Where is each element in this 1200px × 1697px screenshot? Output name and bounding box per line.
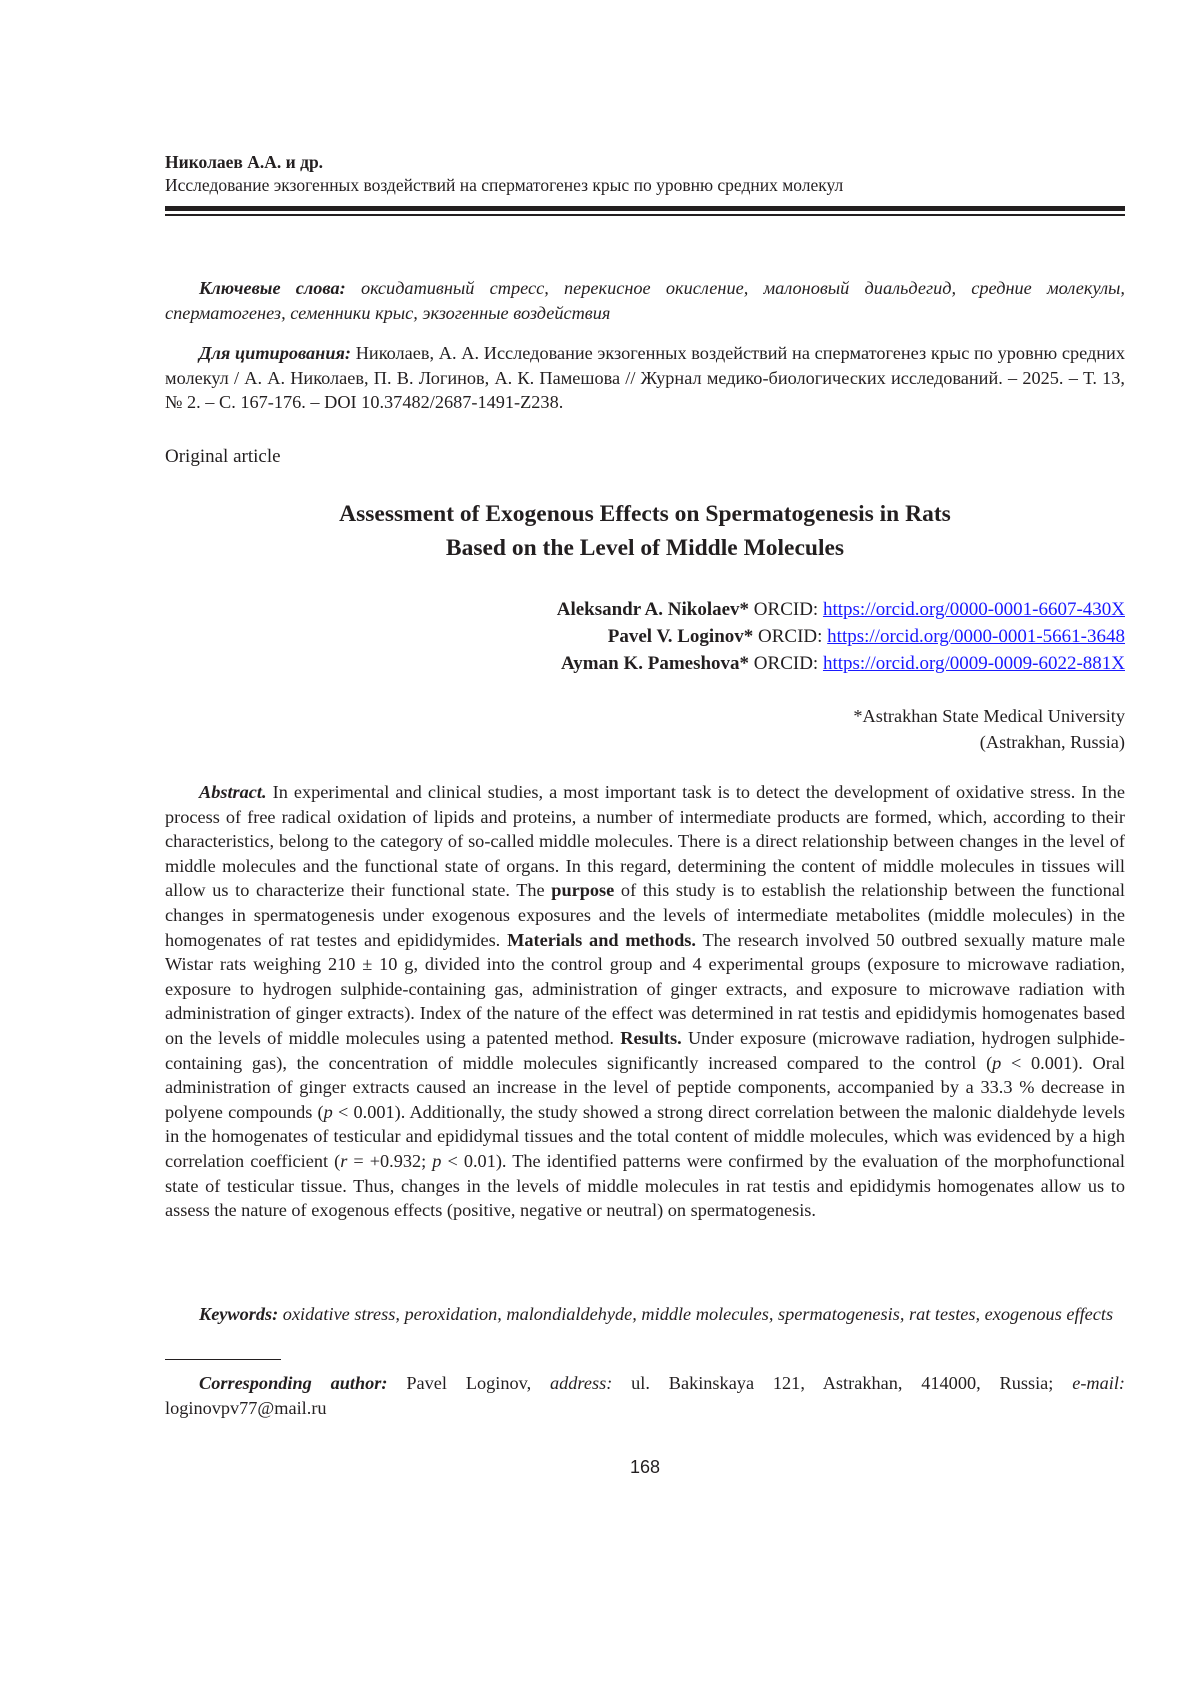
- affiliation-line-1: *Astrakhan State Medical University: [165, 703, 1125, 729]
- author-name: Pavel V. Loginov*: [608, 626, 754, 647]
- ru-citation: [165, 341, 1125, 415]
- article-title: [165, 497, 1125, 565]
- abstract-text: In experimental and clinical studies, a most important task is to detect the development of oxidative stress. In the process of free radical oxidation of lipids and proteins, a number of intermediate products are formed, which, according to their characteristics, belong to the category of so-called middle molecules. There is a direct relationship between changes in the level of middle molecules and the functional state of organs. In this regard, determining the content of middle molecules in tissues will allow us to characterize their functional state. The: [165, 782, 1125, 900]
- orcid-label: ORCID:: [758, 626, 822, 647]
- ru-keywords: [165, 276, 1125, 325]
- keywords-label: Keywords:: [199, 1304, 278, 1324]
- orcid-link[interactable]: https://orcid.org/0000-0001-5661-3648: [827, 626, 1125, 647]
- methods-label: Materials and methods.: [507, 930, 696, 950]
- affiliation-line-2: (Astrakhan, Russia): [165, 729, 1125, 755]
- abstract-text: < 0.001). Additionally, the study showed a strong direct correlation between the malonic dialdehyde levels in the homogenates of testicular and epididymal tissues and the total content of middle molecules, which was evidenced by a high correlation coefficient (: [165, 1102, 1125, 1171]
- title-line-2: Based on the Level of Middle Molecules: [165, 531, 1125, 565]
- abstract-text: of this study is to establish the relationship between the functional changes in spermatogenesis under exogenous exposures and the levels of intermediate metabolites (middle molecules) in the homogenates of rat testes and epididymides.: [165, 880, 1125, 949]
- affiliation: [165, 703, 1125, 755]
- orcid-link[interactable]: https://orcid.org/0009-0009-6022-881X: [823, 653, 1125, 674]
- document-page: [0, 0, 1200, 1697]
- header-rule-thick: [165, 206, 1125, 211]
- ru-citation-label: Для цитирования:: [199, 343, 351, 363]
- author-1: [165, 596, 1125, 623]
- abstract-text: Under exposure (microwave radiation, hydrogen sulphide-containing gas), the concentration of middle molecules significantly increased compared to the control (: [165, 1028, 1125, 1073]
- header-rule-thin: [165, 214, 1125, 216]
- ru-keywords-label: Ключевые слова:: [199, 278, 346, 298]
- address-label: address:: [550, 1373, 612, 1393]
- keywords-text: oxidative stress, peroxidation, malondialdehyde, middle molecules, spermatogenesis, rat testes, exogenous effects: [283, 1304, 1113, 1324]
- author-list: [165, 596, 1125, 677]
- ru-keywords-text: оксидативный стресс, перекисное окисление, малоновый диальдегид, средние молекулы, сперматогенез, семенники крыс, экзогенные воздействия: [165, 278, 1125, 323]
- corresponding-label: Corresponding author:: [199, 1373, 388, 1393]
- running-header-title: Исследование экзогенных воздействий на сперматогенез крыс по уровню средних молекул: [165, 175, 1125, 196]
- orcid-label: ORCID:: [754, 653, 818, 674]
- orcid-label: ORCID:: [754, 599, 818, 620]
- p-symbol: p: [992, 1053, 1001, 1073]
- abstract: [165, 780, 1125, 1223]
- abstract-text: < 0.001). Oral administration of ginger extracts caused an increase in the level of peptide components, accompanied by a 33.3 % decrease in polyene compounds (: [165, 1053, 1125, 1122]
- p-symbol: p: [432, 1151, 441, 1171]
- address-text: ul. Bakinskaya 121, Astrakhan, 414000, Russia;: [631, 1373, 1053, 1393]
- purpose-label: purpose: [551, 880, 614, 900]
- page-number: 168: [165, 1457, 1125, 1478]
- abstract-text: The research involved 50 outbred sexually mature male Wistar rats weighing 210 ± 10 g, divided into the control group and 4 experimental groups (exposure to microwave radiation, exposure to hydrogen sulphide-containing gas, administration of ginger extracts, and exposure to microwave radiation with administration of ginger extracts). Index of the nature of the effect was determined in rat testis and epididymis homogenates based on the levels of middle molecules using a patented method.: [165, 930, 1125, 1048]
- article-type: Original article: [165, 446, 1125, 468]
- corresponding-author: [165, 1371, 1125, 1420]
- email-text: loginovpv77@mail.ru: [165, 1398, 327, 1418]
- r-symbol: r: [340, 1151, 347, 1171]
- title-line-1: Assessment of Exogenous Effects on Spermatogenesis in Rats: [165, 497, 1125, 531]
- results-label: Results.: [620, 1028, 681, 1048]
- author-name: Ayman K. Pameshova*: [561, 653, 749, 674]
- author-name: Aleksandr A. Nikolaev*: [557, 599, 749, 620]
- ru-citation-text: Николаев, А. А. Исследование экзогенных воздействий на сперматогенез крыс по уровню средних молекул / А. А. Николаев, П. В. Логинов, А. К. Памешова // Журнал медико-биологических исследований. – 2025. – Т. 13, № 2. – С. 167-176. – DOI 10.37482/2687-1491-Z238.: [165, 343, 1125, 412]
- abstract-text: = +0.932;: [347, 1151, 432, 1171]
- author-3: [165, 650, 1125, 677]
- abstract-label: Abstract.: [199, 782, 267, 802]
- abstract-text: < 0.01). The identified patterns were confirmed by the evaluation of the morphofunctional state of testicular tissue. Thus, changes in the levels of middle molecules in rat testis and epididymis homogenates allow us to assess the nature of exogenous effects (positive, negative or neutral) on spermatogenesis.: [165, 1151, 1125, 1220]
- author-2: [165, 623, 1125, 650]
- email-label: e-mail:: [1072, 1373, 1125, 1393]
- footnote-rule: [165, 1359, 281, 1360]
- corresponding-name: Pavel Loginov,: [406, 1373, 531, 1393]
- orcid-link[interactable]: https://orcid.org/0000-0001-6607-430X: [823, 599, 1125, 620]
- p-symbol: p: [324, 1102, 333, 1122]
- running-header-authors: Николаев А.А. и др.: [165, 152, 1125, 173]
- keywords: [165, 1302, 1125, 1327]
